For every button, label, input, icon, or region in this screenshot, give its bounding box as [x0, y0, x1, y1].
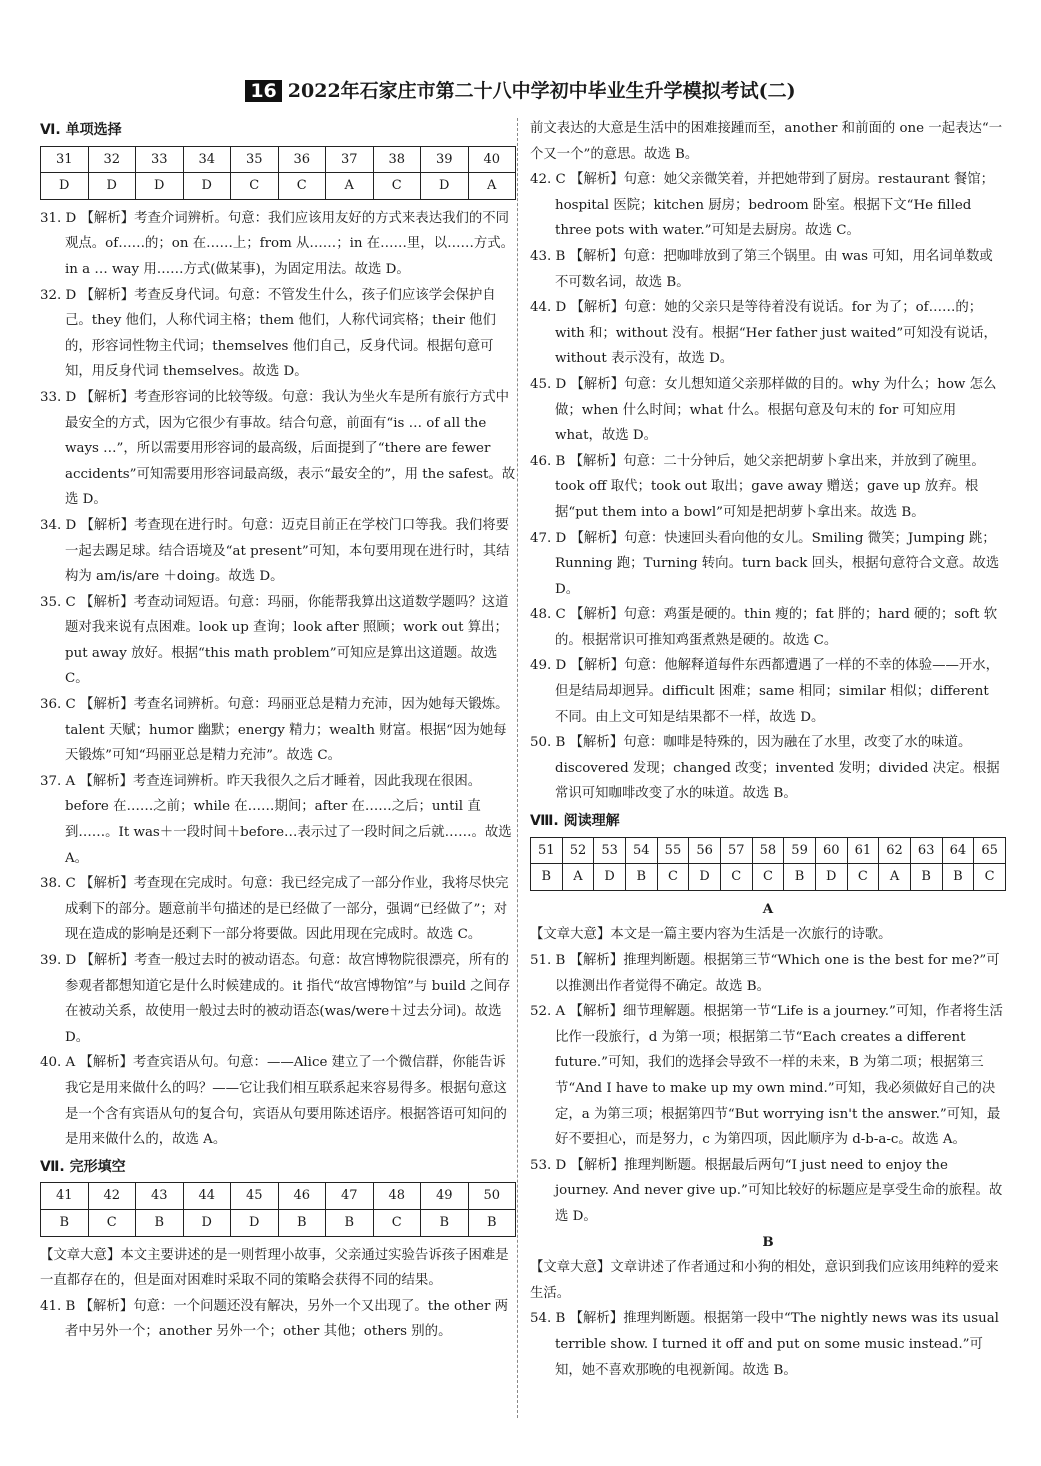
explanation-42: 42. C 【解析】句意：她父亲微笑着，并把她带到了厨房。restaurant 餐馆；hospital 医院；kitchen 厨房；bedroom 卧室。根据下文“He filled three pots with water.”可知是去厨房。故选 C。 — [530, 172, 995, 239]
answer-cell: B — [942, 864, 974, 891]
passage-summary-a: 【文章大意】本文是一篇主要内容为生活是一次旅行的诗歌。 — [530, 927, 892, 943]
question-number-cell: 41 — [41, 1183, 89, 1210]
answer-cell: D — [231, 1209, 279, 1236]
explanation-34: 34. D 【解析】考查现在进行时。句意：迈克目前正在学校门口等我。我们将要一起去踢足球。结合语境及“at present”可知，本句要用现在进行时，其结构为 am/is/are ＋doing。故选 D。 — [40, 517, 510, 585]
answer-cell: C — [752, 864, 784, 891]
question-number-cell: 44 — [183, 1183, 231, 1210]
question-number-cell: 57 — [720, 837, 752, 864]
explanation-47: 47. D 【解析】句意：快速回头看向他的女儿。Smiling 微笑；Jumping 跳；Running 跑；Turning 转向。turn back 回头，根据句意符合文意。故选 D。 — [530, 530, 1000, 597]
answer-cell: B — [326, 1209, 374, 1236]
question-number-cell: 35 — [231, 146, 279, 173]
passage-summary-b: 【文章大意】文章讲述了作者通过和小狗的相处，意识到我们应该用纯粹的爱来生活。 — [530, 1260, 999, 1301]
question-number-cell: 36 — [278, 146, 326, 173]
question-number-cell: 38 — [373, 146, 421, 173]
question-number-cell: 50 — [468, 1183, 516, 1210]
explanation-39: 39. D 【解析】考查一般过去时的被动语态。句意：故宫博物院很漂亮，所有的参观者都想知道它是什么时候建成的。it 指代“故宫博物馆”与 build 之间存在被动关系，故使用一般过去时的被动语态(was/were＋过去分词)。故选 D。 — [40, 953, 511, 1045]
passage-label-a: A — [762, 900, 774, 917]
table-row-numbers — [531, 837, 1006, 864]
answer-cell: C — [231, 173, 279, 200]
column-divider — [517, 118, 518, 1418]
answer-cell: B — [625, 864, 657, 891]
explanation-38: 38. C 【解析】考查现在完成时。句意：我已经完成了一部分作业，我将尽快完成剩下的部分。题意前半句描述的是已经做了一部分，强调“已经做了”；对现在造成的影响是还剩下一部分将要做。因此用现在完成时。故选 C。 — [40, 876, 509, 943]
question-number-cell: 64 — [942, 837, 974, 864]
answer-cell: C — [373, 1209, 421, 1236]
answer-cell: D — [136, 173, 184, 200]
explanation-49: 49. D 【解析】句意：他解释道每件东西都遭遇了一样的不幸的体验——开水，但是结局却迥异。difficult 困难；same 相同；similar 相似；different 不同。由上文可知是结果都不一样，故选 D。 — [530, 658, 1000, 725]
question-number-cell: 53 — [594, 837, 626, 864]
explanation-51: 51. B 【解析】推理判断题。根据第三节“Which one is the best for me?”可以推测出作者觉得不确定。故选 B。 — [530, 953, 1000, 994]
answer-cell: C — [847, 864, 879, 891]
answer-cell: B — [468, 1209, 516, 1236]
table-row-answers — [41, 173, 516, 200]
question-number-cell: 33 — [136, 146, 184, 173]
page-number-badge: 16 — [245, 80, 281, 102]
left-column — [40, 116, 516, 1345]
answer-cell: A — [879, 864, 911, 891]
answer-cell: B — [278, 1209, 326, 1236]
explanation-41-continued: 前文表达的大意是生活中的困难接踵而至，another 和前面的 one 一起表达“一个又一个”的意思。故选 B。 — [530, 121, 1003, 162]
question-number-cell: 63 — [910, 837, 942, 864]
question-number-cell: 43 — [136, 1183, 184, 1210]
answer-cell: B — [41, 1209, 89, 1236]
explanation-52: 52. A 【解析】细节理解题。根据第一节“Life is a journey.”可知，作者将生活比作一段旅行，d 为第一项；根据第二节“Each creates a different future.”可知，我们的选择会导致不一样的未来，B 为第二项；根据第三节“And I have to make up my own mind.”可知，我必须做好自己的决定，a 为第三项；根据第四节“But worrying isn't the answer.”可知，最好不要担心，而是努力，c 为第四项，因此顺序为 d-b-a-c。故选 A。 — [530, 1004, 1003, 1148]
question-number-cell: 31 — [41, 146, 89, 173]
explanation-54: 54. B 【解析】推理判断题。根据第一段中“The nightly news was its usual terrible show. I turned it off and put on some music instead.”可知，她不喜欢那晚的电视新闻。故选 B。 — [530, 1311, 999, 1378]
question-number-cell: 55 — [657, 837, 689, 864]
table-row-numbers — [41, 1183, 516, 1210]
question-number-cell: 34 — [183, 146, 231, 173]
answer-cell: B — [531, 864, 563, 891]
answer-cell: D — [421, 173, 469, 200]
question-number-cell: 60 — [815, 837, 847, 864]
explanation-31: 31. D 【解析】考查介词辨析。句意：我们应该用友好的方式来表达我们的不同观点。of……的；on 在……上；from 从……；in 在……里，以……方式。in a … way 用……方式(做某事)，为固定用法。故选 D。 — [40, 210, 515, 277]
answer-cell: B — [784, 864, 816, 891]
table-row-answers — [531, 864, 1006, 891]
explanation-43: 43. B 【解析】句意：把咖啡放到了第三个锅里。由 was 可知，用名词单数或不可数名词，故选 B。 — [530, 248, 993, 290]
question-number-cell: 45 — [231, 1183, 279, 1210]
explanation-41: 41. B 【解析】句意：一个问题还没有解决，另外一个又出现了。the other 两者中另外一个；another 另外一个；other 其他；others 别的。 — [40, 1298, 509, 1340]
answer-cell: C — [720, 864, 752, 891]
answer-cell: D — [689, 864, 721, 891]
explanation-36: 36. C 【解析】考查名词辨析。句意：玛丽亚总是精力充沛，因为她每天锻炼。talent 天赋；humor 幽默；energy 精力；wealth 财富。根据“因为她每天锻炼”可知“玛丽亚总是精力充沛”。故选 C。 — [40, 697, 509, 764]
answer-table-6 — [40, 146, 516, 200]
answer-cell: C — [373, 173, 421, 200]
answer-cell: C — [974, 864, 1006, 891]
explanation-32: 32. D 【解析】考查反身代词。句意：不管发生什么，孩子们应该学会保护自己。they 他们，人称代词主格；them 他们，人称代词宾格；their 他们的，形容词性物主代词；themselves 他们自己，反身代词。根据句意可知，用反身代词 themselves。故选 D。 — [40, 287, 496, 380]
question-number-cell: 65 — [974, 837, 1006, 864]
question-number-cell: 42 — [88, 1183, 136, 1210]
question-number-cell: 62 — [879, 837, 911, 864]
answer-cell: C — [278, 173, 326, 200]
passage-summary-7: 【文章大意】本文主要讲述的是一则哲理小故事，父亲通过实验告诉孩子困难是一直都存在的，但是面对困难时采取不同的策略会获得不同的结果。 — [40, 1247, 509, 1289]
question-number-cell: 46 — [278, 1183, 326, 1210]
page-title — [0, 76, 1041, 103]
answer-cell: D — [183, 173, 231, 200]
answer-cell: C — [657, 864, 689, 891]
question-number-cell: 39 — [421, 146, 469, 173]
table-row-numbers — [41, 146, 516, 173]
explanation-33: 33. D 【解析】考查形容词的比较等级。句意：我认为坐火车是所有旅行方式中最安全的方式，因为它很少有事故。结合句意，前面有“is … of all the ways …”，所以需要用形容词的最高级，后面提到了“there are fewer accidents”可知需要用形容词最高级，表示“最安全的”，用 the safest。故选 D。 — [40, 389, 516, 508]
answer-cell: B — [136, 1209, 184, 1236]
explanation-45: 45. D 【解析】句意：女儿想知道父亲那样做的目的。why 为什么；how 怎么做；when 什么时间；what 什么。根据句意及句末的 for 可知应用 what，故选 D。 — [530, 376, 997, 444]
question-number-cell: 48 — [373, 1183, 421, 1210]
explanation-37: 37. A 【解析】考查连词辨析。昨天我很久之后才睡着，因此我现在很困。before 在……之前；while 在……期间；after 在……之后；until 直到……。It was＋一段时间＋before…表示过了一段时间之后就……。故选 A。 — [40, 773, 512, 866]
explanation-35: 35. C 【解析】考查动词短语。句意：玛丽，你能帮我算出这道数学题吗？这道题对我来说有点困难。look up 查询；look after 照顾；work out 算出；put away 放好。根据“this math problem”可知应是算出这道题。故选 C。 — [40, 594, 509, 687]
answer-cell: D — [41, 173, 89, 200]
explanation-50: 50. B 【解析】句意：咖啡是特殊的，因为融在了水里，改变了水的味道。discovered 发现；changed 改变；invented 发明；divided 决定。根据常识可知咖啡改变了水的味道。故选 B。 — [530, 735, 1000, 802]
question-number-cell: 51 — [531, 837, 563, 864]
explanation-46: 46. B 【解析】句意：二十分钟后，她父亲把胡萝卜拿出来，并放到了碗里。took off 取代；took out 取出；gave away 赠送；gave up 放弃。根据“put them into a bowl”可知是把胡萝卜拿出来。故选 B。 — [530, 453, 985, 520]
answer-table-8 — [530, 837, 1006, 891]
question-number-cell: 37 — [326, 146, 374, 173]
answer-cell: B — [910, 864, 942, 891]
answer-cell: C — [88, 1209, 136, 1236]
answer-cell: D — [88, 173, 136, 200]
answer-cell: D — [815, 864, 847, 891]
question-number-cell: 49 — [421, 1183, 469, 1210]
question-number-cell: 52 — [562, 837, 594, 864]
table-row-answers — [41, 1209, 516, 1236]
answer-table-7 — [40, 1182, 516, 1236]
question-number-cell: 32 — [88, 146, 136, 173]
section-heading-8: Ⅷ. 阅读理解 — [530, 813, 620, 830]
explanation-48: 48. C 【解析】句意：鸡蛋是硬的。thin 瘦的；fat 胖的；hard 硬的；soft 软的。根据常识可推知鸡蛋煮熟是硬的。故选 C。 — [530, 607, 998, 648]
explanation-40: 40. A 【解析】考查宾语从句。句意：——Alice 建立了一个微信群，你能告诉我它是用来做什么的吗？——它让我们相互联系起来容易得多。根据句意这是一个含有宾语从句的复合句，宾语从句要用陈述语序。根据答语可知问的是用来做什么的，故选 A。 — [40, 1055, 507, 1148]
passage-label-b: B — [762, 1233, 774, 1250]
answer-cell: A — [468, 173, 516, 200]
explanation-53: 53. D 【解析】推理判断题。根据最后两句“I just need to enjoy the journey. And never give up.”可知比较好的标题应是享受生命的旅程。故选 D。 — [530, 1157, 1003, 1224]
section-heading-6: Ⅵ. 单项选择 — [40, 122, 122, 138]
answer-cell: A — [562, 864, 594, 891]
answer-cell: B — [421, 1209, 469, 1236]
question-number-cell: 61 — [847, 837, 879, 864]
answer-cell: D — [594, 864, 626, 891]
question-number-cell: 54 — [625, 837, 657, 864]
answer-cell: A — [326, 173, 374, 200]
answer-cell: D — [183, 1209, 231, 1236]
section-heading-7: Ⅶ. 完形填空 — [40, 1158, 126, 1175]
question-number-cell: 58 — [752, 837, 784, 864]
question-number-cell: 59 — [784, 837, 816, 864]
question-number-cell: 56 — [689, 837, 721, 864]
question-number-cell: 47 — [326, 1183, 374, 1210]
right-column — [530, 116, 1006, 1383]
question-number-cell: 40 — [468, 146, 516, 173]
explanation-44: 44. D 【解析】句意：她的父亲只是等待着没有说话。for 为了；of……的；with 和；without 没有。根据“Her father just waited”可知没有说话，without 表示没有，故选 D。 — [530, 300, 997, 367]
exam-title: 2022年石家庄市第二十八中学初中毕业生升学模拟考试(二) — [287, 80, 796, 102]
